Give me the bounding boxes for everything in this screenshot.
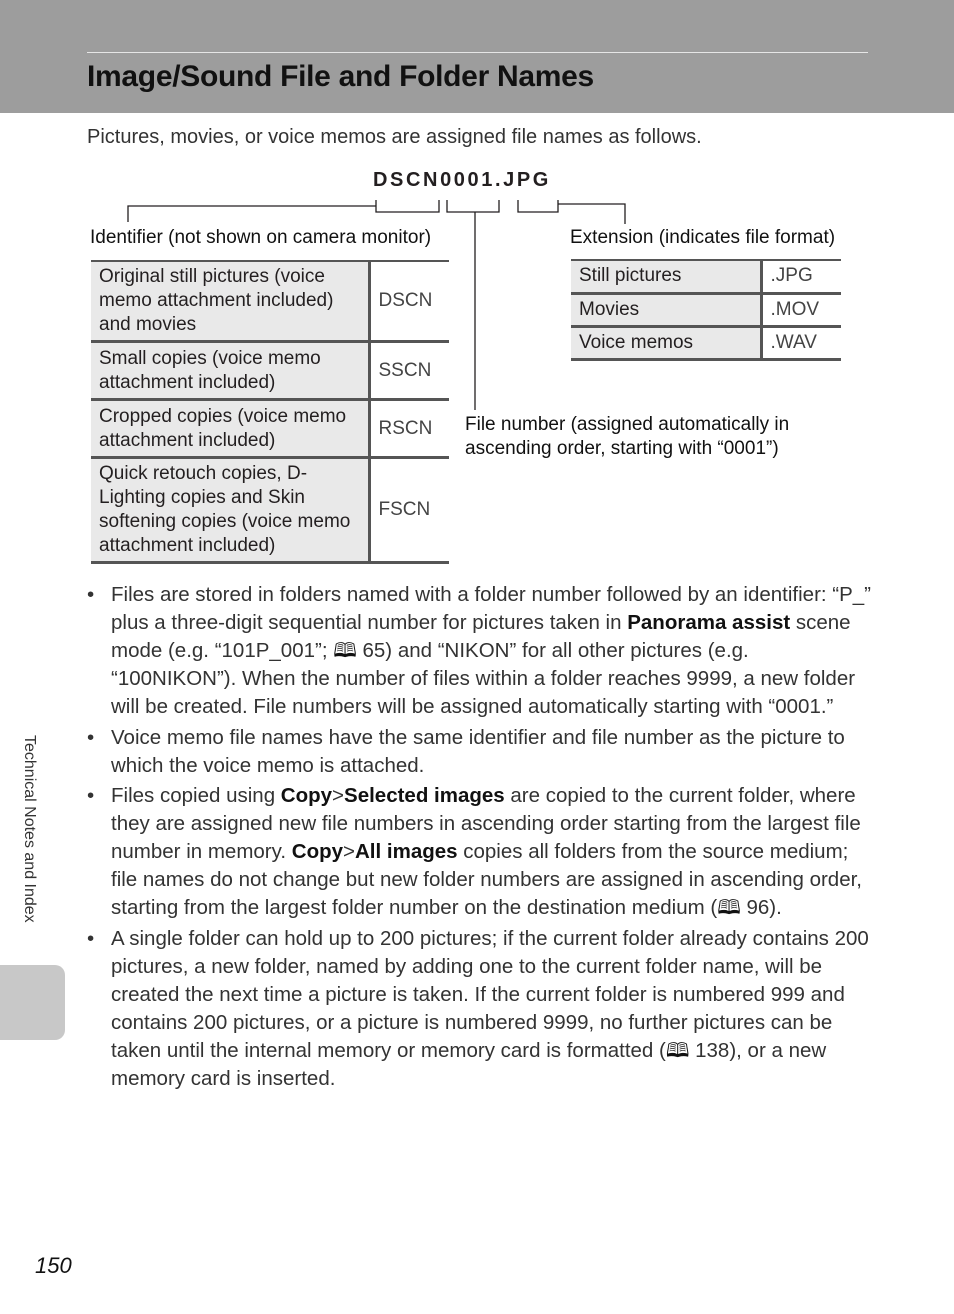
notes-list [87,581,872,1095]
table-row [91,458,449,563]
table-row [91,400,449,458]
extension-code-cell: .WAV [761,326,841,359]
note-text: are copied to the current folder, where they are assigned new file numbers in ascending order starting from the largest file number in memory. [111,784,861,863]
extension-label: Extension (indicates file format) [570,227,836,248]
note-text: Files copied using [111,784,281,807]
table-row [571,293,841,326]
extension-code-cell: .MOV [761,293,841,326]
extension-desc-cell: Voice memos [571,326,761,359]
identifier-table [91,260,449,564]
file-number-label [465,413,789,461]
list-item [87,724,872,780]
identifier-desc-cell: Cropped copies (voice memo attachment included) [91,400,369,458]
intro-text: Pictures, movies, or voice memos are assigned file names as follows. [87,126,702,148]
identifier-code-cell: DSCN [369,261,449,342]
extension-table [571,259,841,361]
bold-term: All images [355,840,458,863]
note-text: Files are stored in folders named with a folder number followed by an identifier: “P_” plus a three-digit sequential number for pictures taken in [111,583,872,634]
bold-term: Copy [291,840,344,863]
extension-desc-cell: Still pictures [571,260,761,293]
note-text: 96). [740,896,782,919]
page-title: Image/Sound File and Folder Names [87,60,594,93]
bold-term: Copy [280,784,333,807]
identifier-code-cell: FSCN [369,458,449,563]
bullet-icon: • [87,784,95,807]
note-text: scene mode (e.g. “101P_001”; [111,611,851,662]
menu-separator: > [332,784,345,807]
identifier-desc-cell: Small copies (voice memo attachment included) [91,342,369,400]
table-row [571,326,841,359]
example-filename: DSCN0001.JPG [373,169,551,191]
note-text: copies all folders from the source medium; file names do not change but new folder numbers are assigned in ascending order, starting from the largest folder number on the destination medium ( [111,840,863,919]
menu-separator: > [343,840,355,863]
table-row [91,342,449,400]
section-thumb-tab [0,965,65,1040]
identifier-desc-cell: Original still pictures (voice memo attachment included) and movies [91,261,369,342]
identifier-code-cell: RSCN [369,400,449,458]
book-reference-icon: 🕮 [665,1039,690,1062]
bullet-icon: • [87,583,95,606]
identifier-desc-cell: Quick retouch copies, D-Lighting copies and Skin softening copies (voice memo attachment included) [91,458,369,563]
bold-term: Selected images [344,784,505,807]
page-number: 150 [35,1253,72,1278]
extension-desc-cell: Movies [571,293,761,326]
note-text: A single folder can hold up to 200 pictures; if the current folder already contains 200 pictures, a new folder, named by adding one to the current folder name, will be created the next time a picture is taken. If the current folder is numbered 999 and contains 200 pictures, or a picture is numbered 9999, no further pictures can be taken until the internal memory or memory card is formatted ( [111,926,869,1062]
identifier-label: Identifier (not shown on camera monitor) [90,227,432,248]
identifier-code-cell: SSCN [369,342,449,400]
bullet-icon: • [87,725,95,749]
file-number-label-line: ascending order, starting with “0001”) [465,438,779,459]
extension-code-cell: .JPG [761,260,841,293]
table-row [571,260,841,293]
note-text: 65) and “NIKON” for all other pictures (e.g. “100NIKON”). When the number of files within a folder reaches 9999, a new folder will be created. File numbers will be assigned automatically starting with “0001.” [111,639,856,718]
section-side-label: Technical Notes and Index [21,735,38,923]
table-row [91,261,449,342]
bullet-icon: • [87,926,95,950]
note-text: 138), or a new memory card is inserted. [111,1038,827,1090]
bold-term: Panorama assist [627,611,791,634]
book-reference-icon: 🕮 [333,640,357,662]
list-item [87,581,872,721]
file-number-label-line: File number (assigned automatically in [465,414,790,435]
book-reference-icon: 🕮 [717,897,741,919]
note-text: Voice memo file names have the same identifier and file number as the picture to which the voice memo is attached. [111,725,845,777]
list-item [87,782,872,922]
list-item [87,925,872,1093]
